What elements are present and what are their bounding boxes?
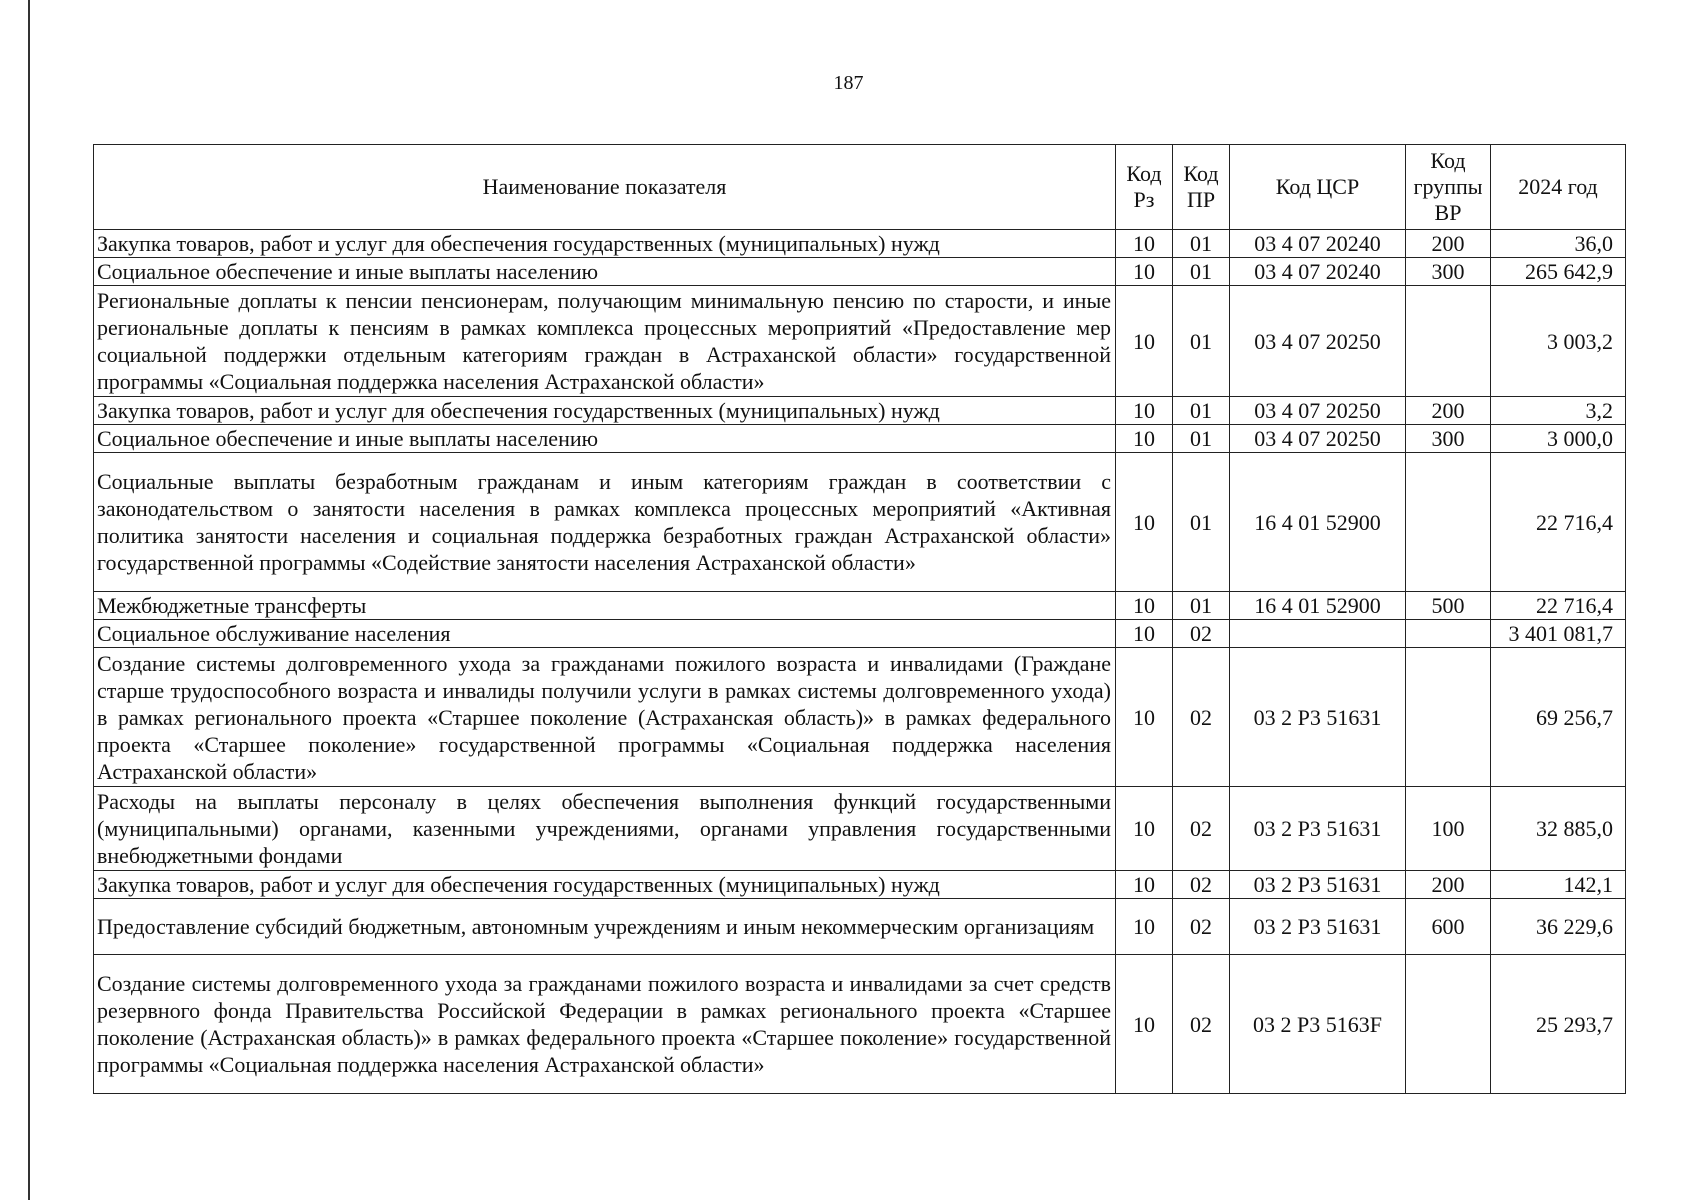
table-row [94,230,1626,258]
row-name: Закупка товаров, работ и услуг для обеспечения государственных (муниципальных) нужд [94,397,1116,425]
row-rz: 10 [1116,258,1173,286]
row-vr: 200 [1406,230,1491,258]
row-amount: 142,1 [1491,871,1626,899]
table-row [94,899,1626,955]
row-name: Социальное обеспечение и иные выплаты населению [94,258,1116,286]
row-pr: 01 [1173,592,1230,620]
row-pr: 01 [1173,286,1230,397]
row-rz: 10 [1116,871,1173,899]
table-row [94,955,1626,1094]
header-pr: Код ПР [1173,145,1230,230]
row-amount: 22 716,4 [1491,592,1626,620]
row-amount: 3 401 081,7 [1491,620,1626,648]
row-rz: 10 [1116,286,1173,397]
table-row [94,397,1626,425]
row-name: Расходы на выплаты персоналу в целях обеспечения выполнения функций государственными (муниципальными) органами, казенными учреждениями, органами управления государственными внебюджетными фондами [94,787,1116,871]
row-amount: 36,0 [1491,230,1626,258]
row-rz: 10 [1116,787,1173,871]
header-csr: Код ЦСР [1230,145,1406,230]
row-csr: 03 4 07 20250 [1230,425,1406,453]
row-vr [1406,648,1491,787]
table-row [94,286,1626,397]
row-amount: 3 003,2 [1491,286,1626,397]
row-pr: 02 [1173,787,1230,871]
row-name: Закупка товаров, работ и услуг для обеспечения государственных (муниципальных) нужд [94,230,1116,258]
row-vr: 300 [1406,425,1491,453]
row-rz: 10 [1116,453,1173,592]
row-name: Социальное обслуживание населения [94,620,1116,648]
row-rz: 10 [1116,899,1173,955]
left-margin-rule [28,0,30,1200]
page-number: 187 [833,72,864,94]
header-vr: Код группы ВР [1406,145,1491,230]
row-csr: 03 2 Р3 51631 [1230,648,1406,787]
row-csr: 03 2 Р3 51631 [1230,871,1406,899]
row-rz: 10 [1116,620,1173,648]
row-name: Межбюджетные трансферты [94,592,1116,620]
row-csr: 16 4 01 52900 [1230,592,1406,620]
row-pr: 02 [1173,899,1230,955]
table-header-row [94,145,1626,230]
row-pr: 01 [1173,230,1230,258]
row-name: Создание системы долговременного ухода за гражданами пожилого возраста и инвалидами (Граждане старше трудоспособного возраста и инвалиды получили услуги в рамках системы долговременного ухода) в рамках регионального проекта «Старшее поколение (Астраханская область)» в рамках федерального проекта «Старшее поколение» государственной программы «Социальная поддержка населения Астраханской области» [94,648,1116,787]
table-row [94,592,1626,620]
row-csr: 03 4 07 20240 [1230,230,1406,258]
header-rz: Код Рз [1116,145,1173,230]
row-pr: 02 [1173,648,1230,787]
row-name: Создание системы долговременного ухода за гражданами пожилого возраста и инвалидами за счет средств резервного фонда Правительства Российской Федерации в рамках регионального проекта «Старшее поколение (Астраханская область)» в рамках федерального проекта «Старшее поколение» государственной программы «Социальная поддержка населения Астраханской области» [94,955,1116,1094]
row-name: Социальные выплаты безработным гражданам и иным категориям граждан в соответствии с законодательством о занятости населения в рамках комплекса процессных мероприятий «Активная политика занятости населения и социальная поддержка безработных граждан Астраханской области» государственной программы «Содействие занятости населения Астраханской области» [94,453,1116,592]
budget-table [93,144,1626,1094]
row-csr: 03 2 Р3 51631 [1230,787,1406,871]
table-row [94,620,1626,648]
row-pr: 02 [1173,871,1230,899]
row-vr [1406,453,1491,592]
row-vr [1406,286,1491,397]
header-name: Наименование показателя [94,145,1116,230]
row-vr: 200 [1406,397,1491,425]
row-vr: 200 [1406,871,1491,899]
row-pr: 01 [1173,425,1230,453]
row-amount: 25 293,7 [1491,955,1626,1094]
row-rz: 10 [1116,648,1173,787]
row-csr: 03 4 07 20250 [1230,397,1406,425]
row-name: Закупка товаров, работ и услуг для обеспечения государственных (муниципальных) нужд [94,871,1116,899]
row-amount: 3,2 [1491,397,1626,425]
table-row [94,787,1626,871]
table-row [94,453,1626,592]
table-row [94,648,1626,787]
row-pr: 01 [1173,258,1230,286]
row-rz: 10 [1116,592,1173,620]
row-amount: 22 716,4 [1491,453,1626,592]
header-year: 2024 год [1491,145,1626,230]
row-csr: 03 4 07 20240 [1230,258,1406,286]
row-pr: 01 [1173,397,1230,425]
row-rz: 10 [1116,397,1173,425]
row-vr: 500 [1406,592,1491,620]
row-amount: 265 642,9 [1491,258,1626,286]
row-csr [1230,620,1406,648]
table-row [94,871,1626,899]
row-vr: 100 [1406,787,1491,871]
row-rz: 10 [1116,230,1173,258]
row-pr: 02 [1173,620,1230,648]
row-amount: 32 885,0 [1491,787,1626,871]
row-rz: 10 [1116,425,1173,453]
table-row [94,258,1626,286]
row-name: Предоставление субсидий бюджетным, автономным учреждениям и иным некоммерческим организациям [94,899,1116,955]
row-name: Социальное обеспечение и иные выплаты населению [94,425,1116,453]
row-csr: 03 2 Р3 5163F [1230,955,1406,1094]
row-amount: 3 000,0 [1491,425,1626,453]
row-csr: 03 4 07 20250 [1230,286,1406,397]
row-pr: 02 [1173,955,1230,1094]
row-pr: 01 [1173,453,1230,592]
row-amount: 69 256,7 [1491,648,1626,787]
row-name: Региональные доплаты к пенсии пенсионерам, получающим минимальную пенсию по старости, и иные региональные доплаты к пенсиям в рамках комплекса процессных мероприятий «Предоставление мер социальной поддержки отдельным категориям граждан в Астраханской области» государственной программы «Социальная поддержка населения Астраханской области» [94,286,1116,397]
row-vr [1406,955,1491,1094]
row-csr: 03 2 Р3 51631 [1230,899,1406,955]
row-amount: 36 229,6 [1491,899,1626,955]
row-vr [1406,620,1491,648]
row-vr: 300 [1406,258,1491,286]
row-csr: 16 4 01 52900 [1230,453,1406,592]
row-rz: 10 [1116,955,1173,1094]
row-vr: 600 [1406,899,1491,955]
table-row [94,425,1626,453]
